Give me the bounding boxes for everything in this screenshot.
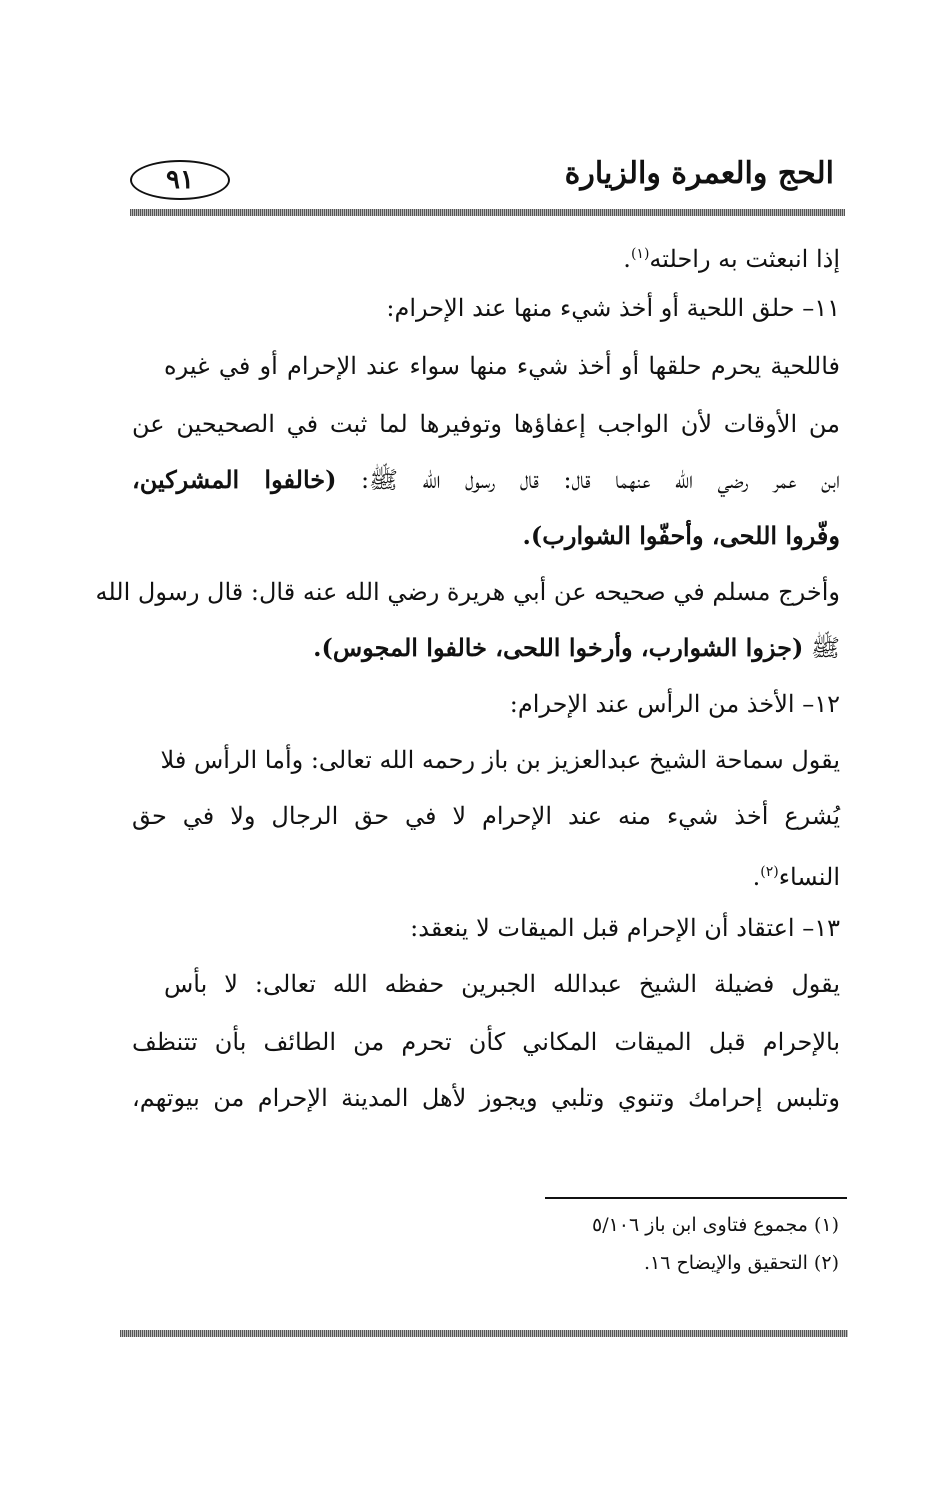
- footnote-divider: [545, 1197, 847, 1199]
- hadith-quote: (جزوا الشوارب، وأرخوا اللحى، خالفوا المجوس).: [313, 633, 804, 662]
- footnote-1: (١) مجموع فتاوى ابن باز ٥/١٠٦: [592, 1214, 839, 1236]
- text-span: إذا انبعثت به راحلته: [649, 245, 840, 273]
- running-header-title: الحج والعمرة والزيارة: [564, 156, 834, 191]
- text-line-15: بالإحرام قبل الميقات المكاني كأن تحرم من الطائف بأن تتنظف: [132, 1028, 840, 1056]
- text-line-7: وأخرج مسلم في صحيحه عن أبي هريرة رضي الله عنه قال: قال رسول الله: [95, 578, 840, 606]
- section-heading-13: ١٣– اعتقاد أن الإحرام قبل الميقات لا ينعقد:: [410, 914, 840, 942]
- text-line-12: [132, 852, 840, 897]
- hadith-quote-line: وفّروا اللحى، وأحفّوا الشوارب).: [522, 521, 840, 550]
- page-number: ٩١: [166, 165, 194, 195]
- footer-divider: [120, 1330, 848, 1337]
- text-line-8: [132, 628, 840, 668]
- header-divider: [130, 209, 845, 216]
- text-span: .: [623, 245, 631, 273]
- text-line-1: [132, 234, 840, 279]
- text-line-5: [132, 460, 840, 500]
- section-heading-11: ١١– حلق اللحية أو أخذ شيء منها عند الإحرام:: [386, 294, 840, 322]
- footnote-ref-1: (١): [630, 246, 650, 262]
- text-line-3: فاللحية يحرم حلقها أو أخذ شيء منها سواء عند الإحرام أو في غيره: [164, 352, 840, 380]
- text-line-11: يُشرع أخذ شيء منه عند الإحرام لا في حق الرجال ولا في حق: [132, 802, 840, 830]
- text-span: .: [752, 863, 761, 891]
- hadith-quote: (خالفوا المشركين،: [132, 465, 337, 494]
- page-number-badge: [130, 160, 230, 200]
- text-span: النساء: [778, 863, 840, 891]
- text-line-4: من الأوقات لأن الواجب إعفاؤها وتوفيرها لما ثبت في الصحيحين عن: [132, 410, 840, 438]
- text-line-16: وتلبس إحرامك وتنوي وتلبي ويجوز لأهل المدينة الإحرام من بيوتهم،: [132, 1084, 840, 1112]
- text-line-10: يقول سماحة الشيخ عبدالعزيز بن باز رحمه الله تعالى: وأما الرأس فلا: [160, 746, 840, 774]
- footnote-ref-2: (٢): [760, 864, 779, 880]
- text-line-14: يقول فضيلة الشيخ عبدالله الجبرين حفظه الله تعالى: لا بأس: [164, 970, 840, 998]
- section-heading-12: ١٢– الأخذ من الرأس عند الإحرام:: [509, 690, 840, 718]
- text-span: ابن عمر رضي الله عنهما قال: قال رسول الله ﷺ:: [336, 466, 840, 494]
- footnote-2: (٢) التحقيق والإيضاح ١٦.: [643, 1252, 839, 1274]
- text-span: ﷺ: [803, 634, 840, 662]
